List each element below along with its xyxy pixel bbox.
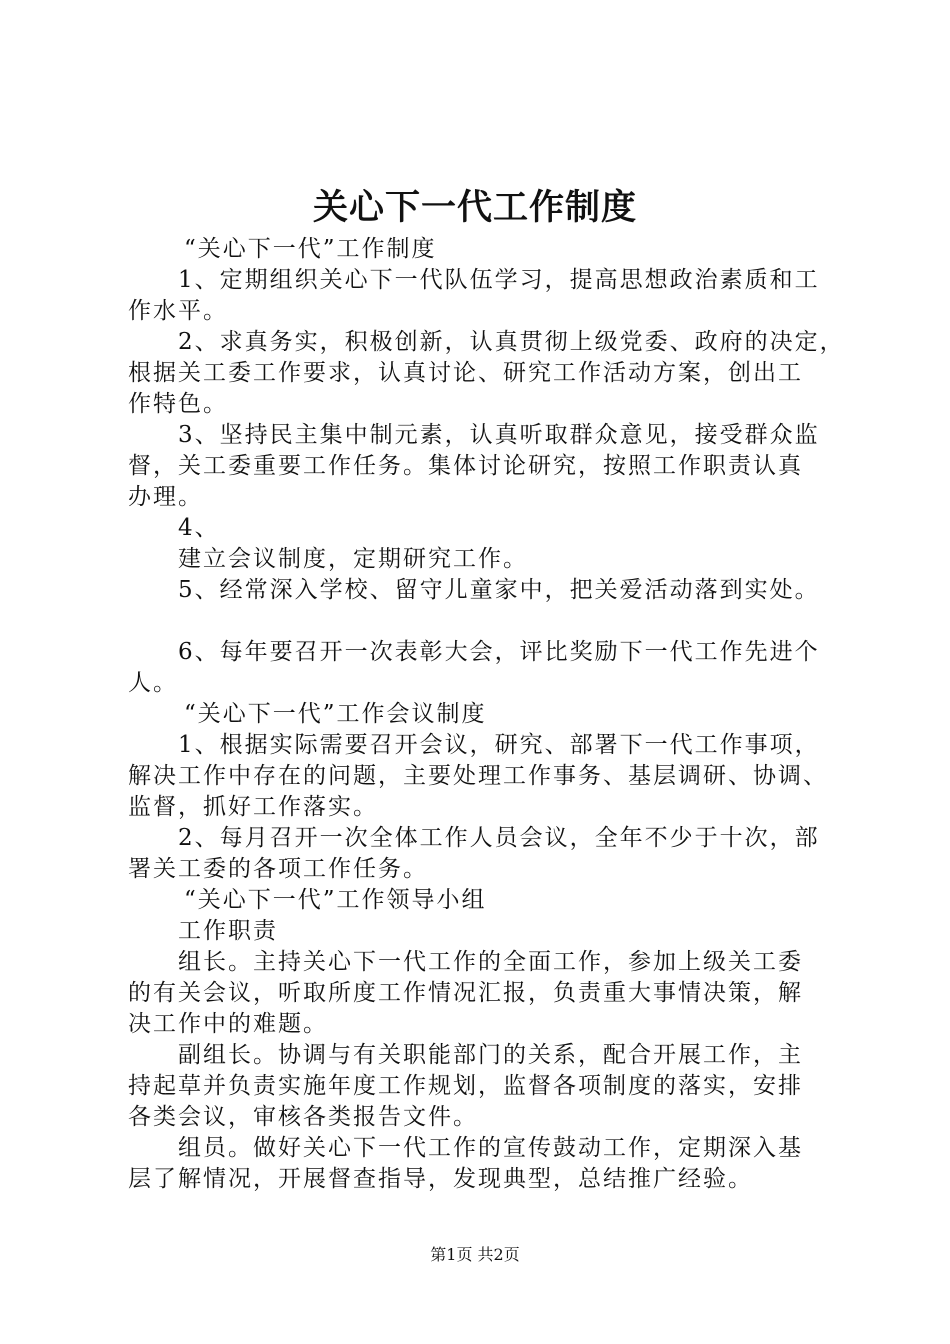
paragraph-line: 署关工委的各项工作任务。 — [128, 856, 428, 882]
paragraph-line: 4、 — [178, 515, 220, 541]
blank-line — [128, 606, 848, 637]
paragraph-line: 1、定期组织关心下一代队伍学习，提高思想政治素质和工 — [178, 267, 820, 293]
paragraph-line: 的有关会议，听取所度工作情况汇报，负责重大事情决策，解 — [128, 980, 803, 1006]
document-title: 关心下一代工作制度 — [312, 187, 637, 228]
paragraph-line: 持起草并负责实施年度工作规划，监督各项制度的落实，安排 — [128, 1073, 803, 1099]
paragraph-line: 各类会议，审核各类报告文件。 — [128, 1104, 478, 1130]
paragraph-line: 2、求真务实，积极创新，认真贯彻上级党委、政府的决定， — [178, 329, 845, 355]
paragraph-line: 组长。主持关心下一代工作的全面工作，参加上级关工委 — [178, 949, 803, 975]
page-number-footer: 第1页 共2页 — [430, 1245, 520, 1264]
paragraph-line: 监督，抓好工作落实。 — [128, 794, 378, 820]
paragraph-line: 作水平。 — [128, 298, 228, 324]
paragraph-line: 办理。 — [128, 484, 203, 510]
paragraph-line: 决工作中的难题。 — [128, 1011, 328, 1037]
section-heading-work-system: “关心下一代”工作制度 — [184, 236, 437, 262]
section-subheading-duties: 工作职责 — [178, 918, 278, 944]
paragraph-line: 督，关工委重要工作任务。集体讨论研究，按照工作职责认真 — [128, 453, 803, 479]
paragraph-line: 建立会议制度，定期研究工作。 — [178, 546, 528, 572]
paragraph-line: 层了解情况，开展督查指导，发现典型，总结推广经验。 — [128, 1166, 753, 1192]
section-heading-leadership-group: “关心下一代”工作领导小组 — [184, 887, 487, 913]
paragraph-line: 3、坚持民主集中制元素，认真听取群众意见，接受群众监 — [178, 422, 820, 448]
paragraph-line: 人。 — [128, 670, 178, 696]
paragraph-line: 作特色。 — [128, 391, 228, 417]
paragraph-line: 1、根据实际需要召开会议，研究、部署下一代工作事项， — [178, 732, 820, 758]
document-body — [128, 234, 848, 1195]
section-heading-meeting-system: “关心下一代”工作会议制度 — [184, 701, 487, 727]
paragraph-line: 解决工作中存在的问题，主要处理工作事务、基层调研、协调、 — [128, 763, 828, 789]
paragraph-line: 根据关工委工作要求，认真讨论、研究工作活动方案，创出工 — [128, 360, 803, 386]
paragraph-line: 6、每年要召开一次表彰大会，评比奖励下一代工作先进个 — [178, 639, 820, 665]
paragraph-line: 副组长。协调与有关职能部门的关系，配合开展工作，主 — [178, 1042, 803, 1068]
paragraph-line: 2、每月召开一次全体工作人员会议，全年不少于十次，部 — [178, 825, 820, 851]
paragraph-line: 5、经常深入学校、留守儿童家中，把关爱活动落到实处。 — [178, 577, 820, 603]
paragraph-line: 组员。做好关心下一代工作的宣传鼓动工作，定期深入基 — [178, 1135, 803, 1161]
